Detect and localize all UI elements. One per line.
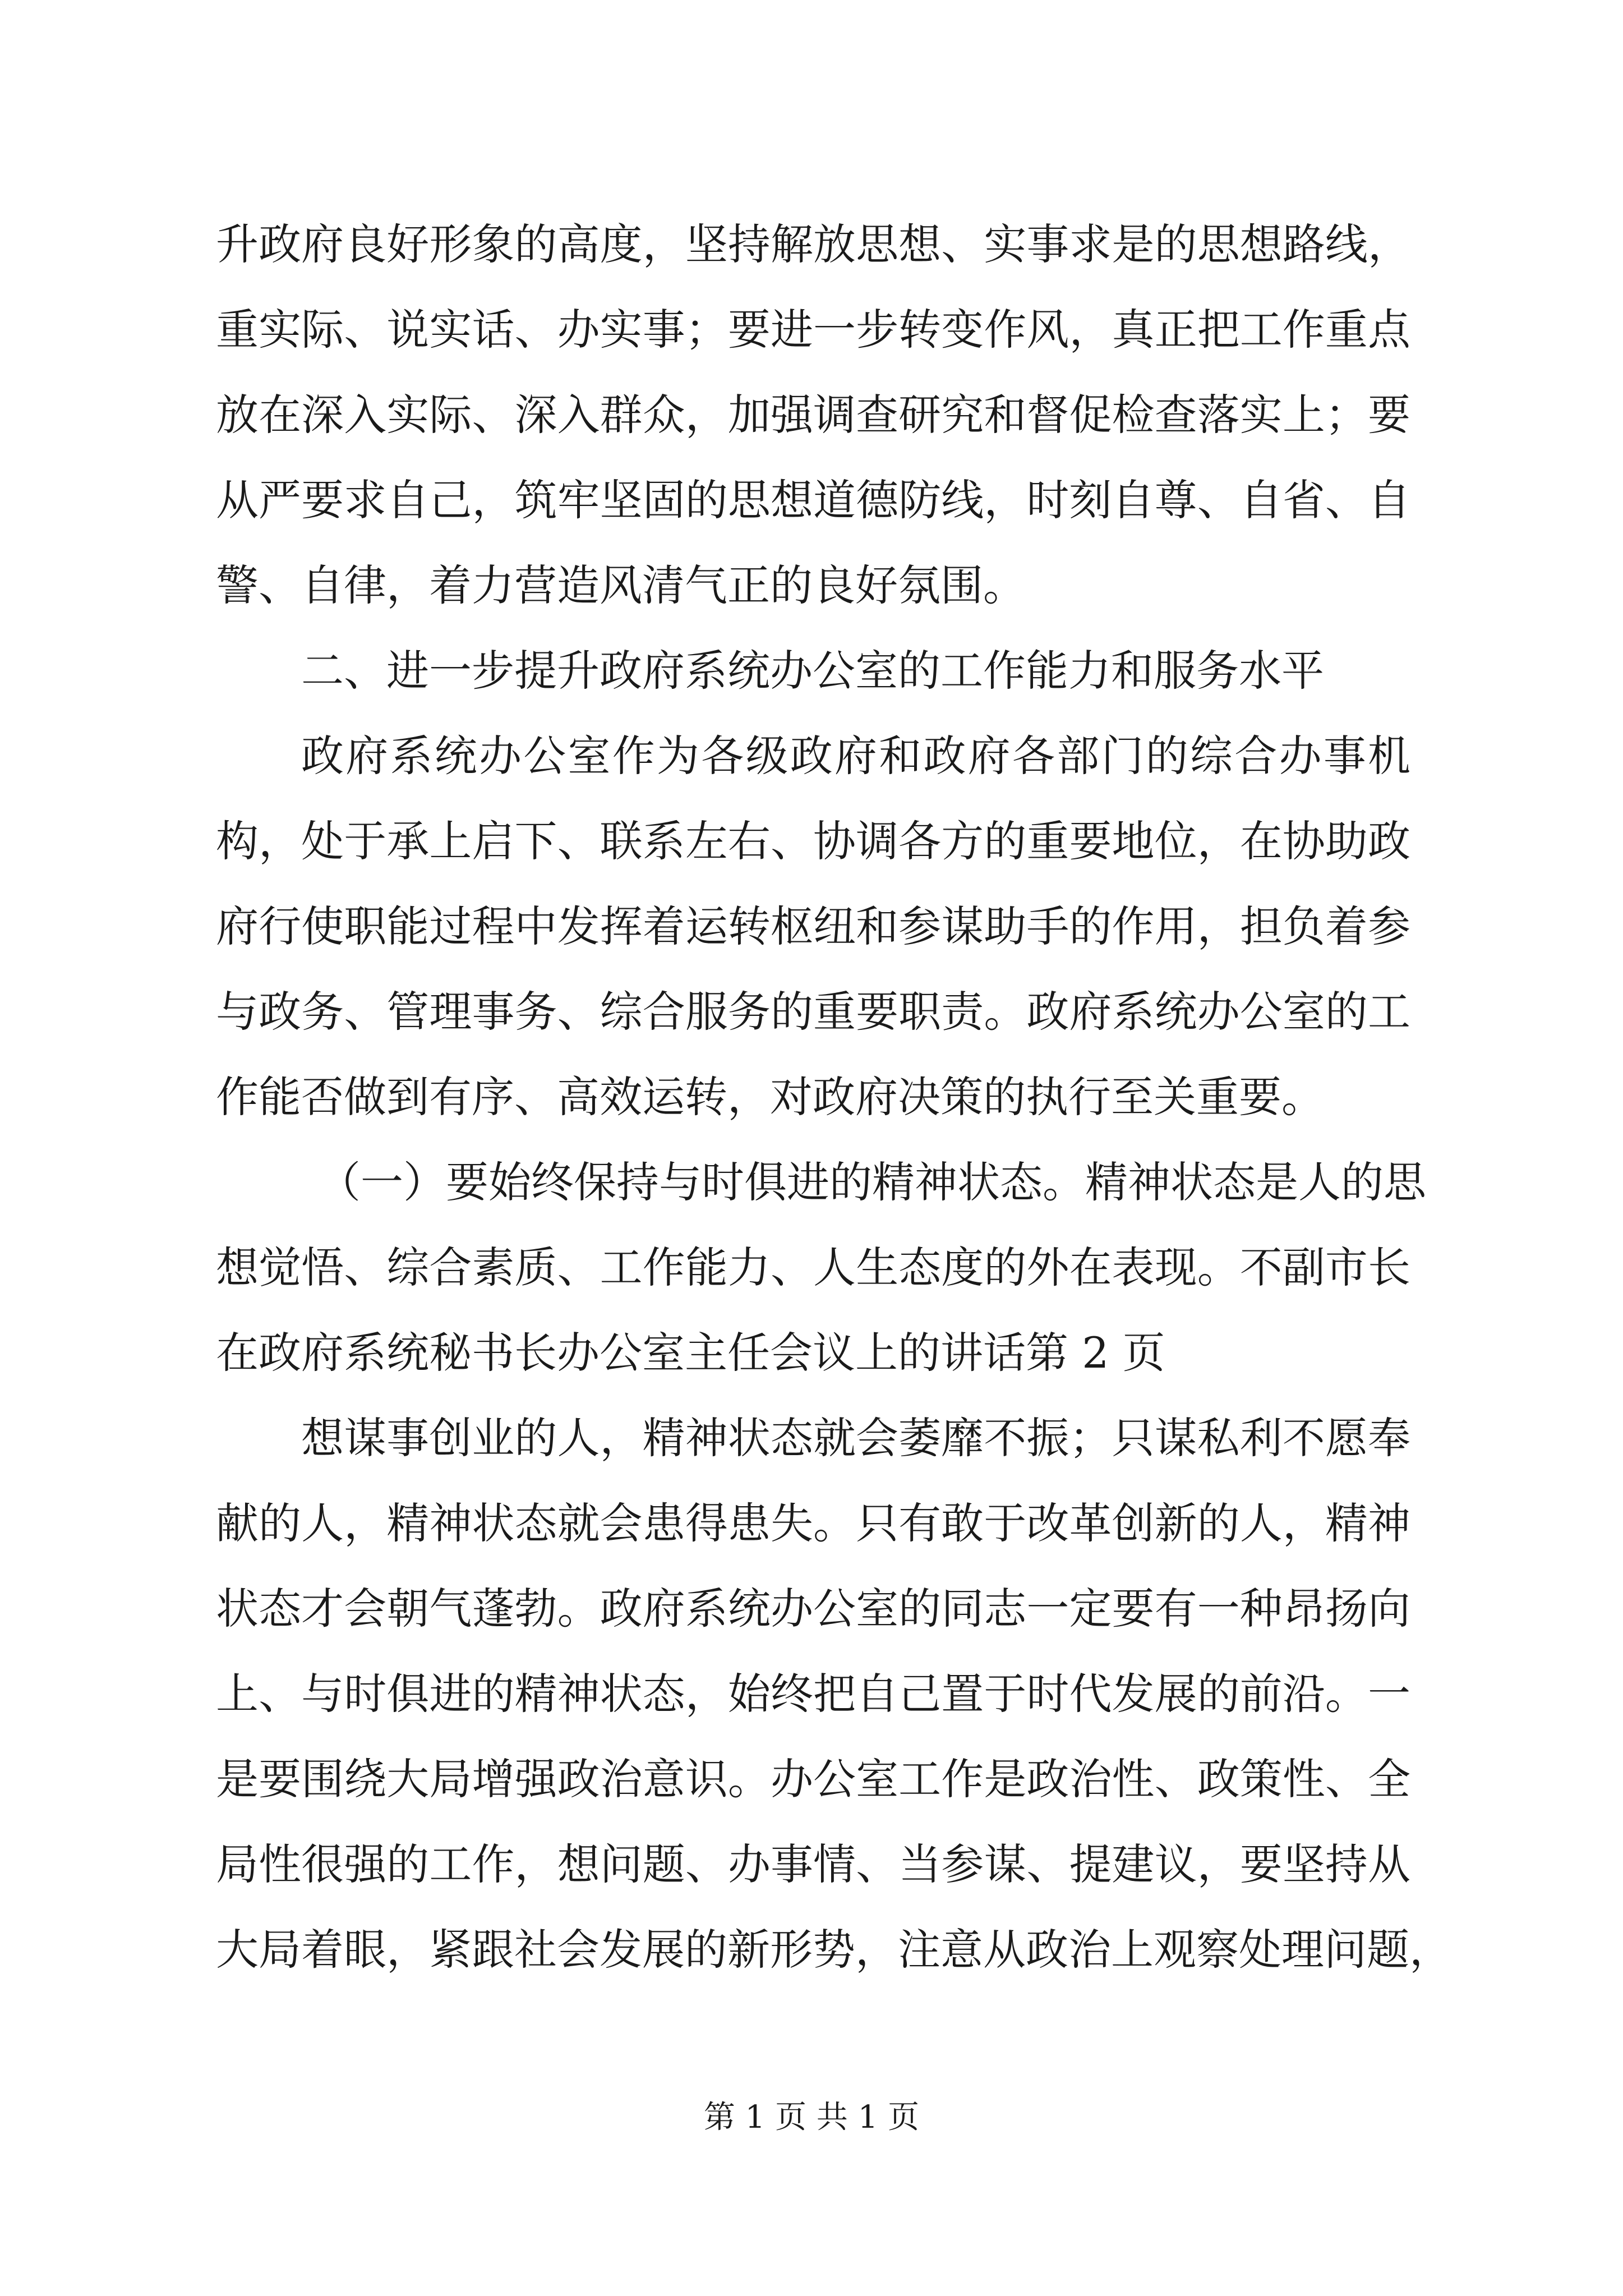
text-line: 升政府良好形象的高度，坚持解放思想、实事求是的思想路线， xyxy=(216,219,1410,269)
text-line: 府行使职能过程中发挥着运转枢纽和参谋助手的作用，担负着参 xyxy=(216,901,1410,951)
text-line: 想谋事创业的人，精神状态就会萎靡不振；只谋私利不愿奉 xyxy=(301,1413,1410,1463)
text-line: 上、与时俱进的精神状态，始终把自己置于时代发展的前沿。一 xyxy=(216,1669,1410,1719)
page-footer: 第 1 页 共 1 页 xyxy=(703,2099,920,2136)
text-line: 从严要求自己，筑牢坚固的思想道德防线，时刻自尊、自省、自 xyxy=(216,475,1410,525)
text-line: 警、自律，着力营造风清气正的良好氛围。 xyxy=(216,560,1026,610)
section-heading: 二、进一步提升政府系统办公室的工作能力和服务水平 xyxy=(301,646,1324,696)
text-line: 大局着眼，紧跟社会发展的新形势，注意从政治上观察处理问题， xyxy=(216,1925,1452,1975)
text-line: 政府系统办公室作为各级政府和政府各部门的综合办事机 xyxy=(301,731,1410,781)
text-line: （一）要始终保持与时俱进的精神状态。精神状态是人的思 xyxy=(318,1157,1426,1207)
text-line: 重实际、说实话、办实事；要进一步转变作风，真正把工作重点 xyxy=(216,305,1410,355)
text-line: 与政务、管理事务、综合服务的重要职责。政府系统办公室的工 xyxy=(216,987,1410,1037)
text-line: 献的人，精神状态就会患得患失。只有敢于改革创新的人，精神 xyxy=(216,1498,1410,1548)
text-line: 构，处于承上启下、联系左右、协调各方的重要地位，在协助政 xyxy=(216,816,1410,866)
text-line: 是要围绕大局增强政治意识。办公室工作是政治性、政策性、全 xyxy=(216,1754,1410,1804)
text-line: 想觉悟、综合素质、工作能力、人生态度的外在表现。不副市长 xyxy=(216,1243,1410,1292)
text-line: 局性很强的工作，想问题、办事情、当参谋、提建议，要坚持从 xyxy=(216,1839,1410,1889)
document-body xyxy=(216,202,1452,1993)
text-line: 在政府系统秘书长办公室主任会议上的讲话第 2 页 xyxy=(216,1328,1165,1378)
text-line: 放在深入实际、深入群众，加强调查研究和督促检查落实上；要 xyxy=(216,390,1410,440)
text-line: 状态才会朝气蓬勃。政府系统办公室的同志一定要有一种昂扬向 xyxy=(216,1584,1410,1634)
text-line: 作能否做到有序、高效运转，对政府决策的执行至关重要。 xyxy=(216,1072,1324,1122)
